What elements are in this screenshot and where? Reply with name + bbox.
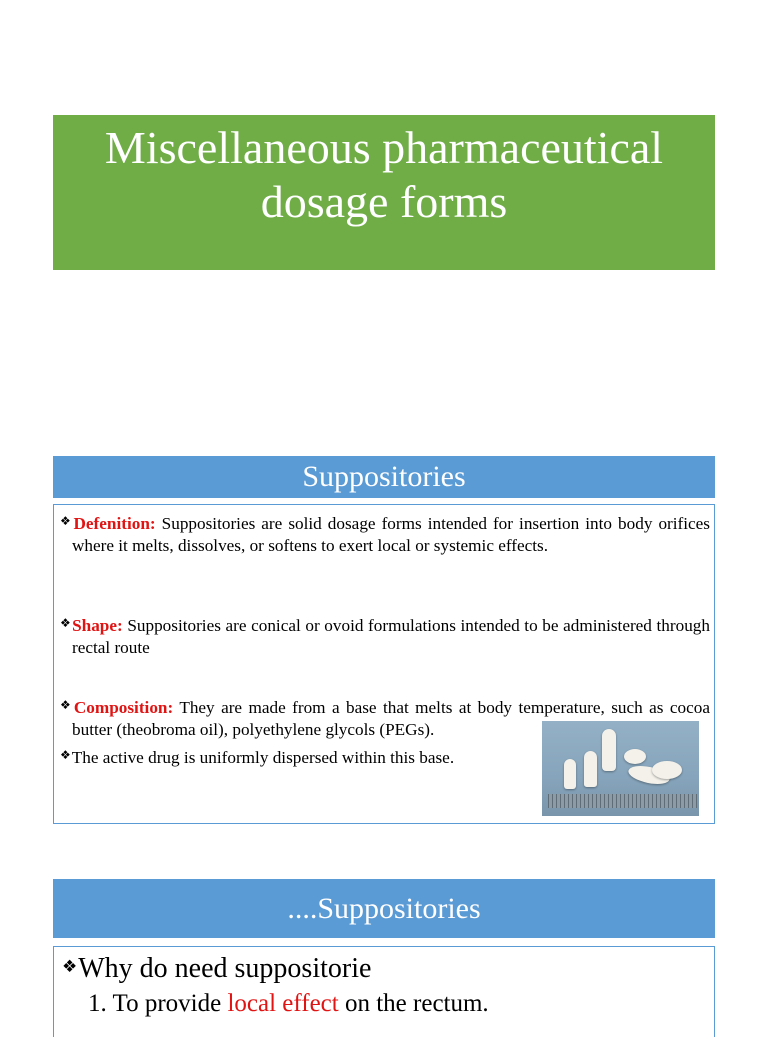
point-1-prefix: 1. To provide (88, 990, 228, 1017)
suppository-shape (652, 761, 682, 779)
title-slide (53, 115, 715, 270)
definition-text: Suppositories are solid dosage forms intended for insertion into body orifices where it melts, dissolves, or softens to exert local or systemic effects. (72, 514, 710, 555)
shape-text: Suppositories are conical or ovoid formulations intended to be administered through rectal route (72, 616, 710, 657)
point-1 (88, 989, 489, 1019)
suppositories-photo (542, 721, 699, 816)
shape-paragraph (60, 612, 710, 659)
diamond-bullet-icon: ❖ (62, 957, 78, 977)
shape-label: Shape: (72, 616, 123, 635)
active-drug-text: The active drug is uniformly dispersed within this base. (71, 748, 455, 767)
definition-paragraph (60, 510, 710, 557)
active-drug-paragraph (60, 744, 540, 769)
suppository-shape (602, 729, 616, 771)
suppository-shape (564, 759, 576, 789)
diamond-bullet-icon: ❖ (60, 616, 72, 630)
diamond-bullet-icon: ❖ (60, 698, 73, 712)
point-1-highlight: local effect (227, 990, 339, 1017)
diamond-bullet-icon: ❖ (60, 748, 71, 762)
question-line (62, 951, 371, 985)
question-text: Why do need suppositorie (78, 953, 372, 984)
composition-label: Composition: (73, 698, 174, 717)
suppositories-content-box (53, 504, 715, 824)
composition-text: They are made from a base that melts at body temperature, such as cocoa butter (theobroma oil), polyethylene glycols (PEGs). (72, 698, 710, 739)
suppositories-continued-header: ....Suppositories (53, 879, 715, 938)
ruler (548, 794, 697, 808)
slide-title: Miscellaneous pharmaceutical dosage forms (104, 122, 664, 227)
point-1-suffix: on the rectum. (338, 990, 489, 1017)
suppository-shape (584, 751, 597, 787)
suppository-shape (624, 749, 646, 764)
suppositories-header: Suppositories (53, 456, 715, 498)
suppositories-continued-box (53, 946, 715, 1037)
diamond-bullet-icon: ❖ (60, 514, 73, 528)
definition-label: Defenition: (73, 514, 156, 533)
